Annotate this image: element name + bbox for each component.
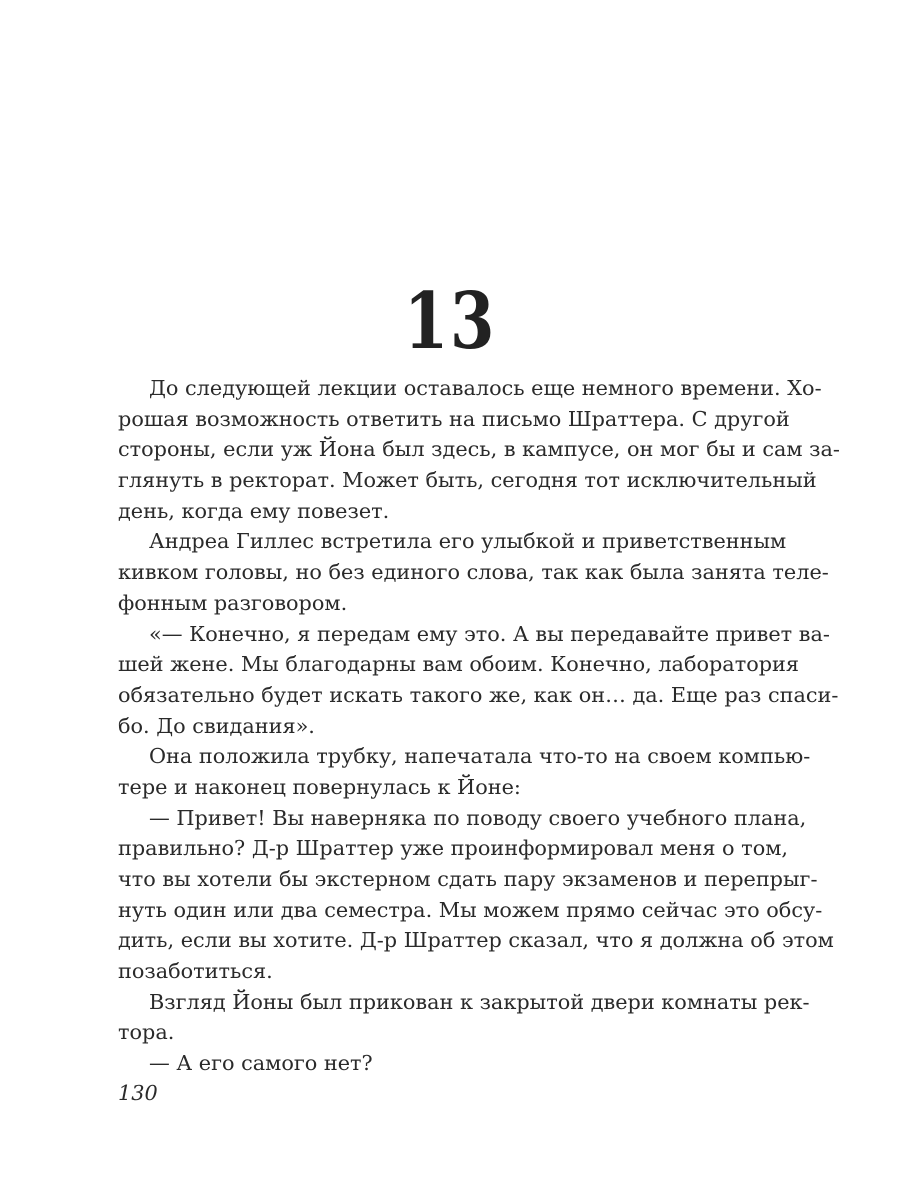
text-line: рошая возможность ответить на письмо Шраттера. С другой — [118, 406, 790, 431]
text-line: — Привет! Вы наверняка по поводу своего учебного плана, — [149, 805, 807, 830]
text-line: Андреа Гиллес встретила его улыбкой и приветственным — [149, 529, 787, 554]
text-line: — А его самого нет? — [149, 1051, 373, 1076]
chapter-number: 13 — [403, 276, 497, 367]
text-line: нуть один или два семестра. Мы можем прямо сейчас это обсу- — [118, 897, 823, 922]
text-line: бо. До свидания». — [118, 713, 315, 738]
text-line: тора. — [118, 1020, 175, 1045]
body-text — [118, 373, 840, 1079]
text-line: Взгляд Йоны был прикован к закрытой двери комнаты рек- — [149, 989, 810, 1014]
text-line: правильно? Д-р Шраттер уже проинформировал меня о том, — [118, 836, 788, 861]
text-line: шей жене. Мы благодарны вам обоим. Конечно, лаборатория — [118, 652, 800, 677]
text-line: день, когда ему повезет. — [118, 498, 390, 523]
text-line: обязательно будет искать такого же, как он… да. Еще раз спаси- — [118, 682, 839, 707]
text-line: фонным разговором. — [118, 590, 348, 615]
text-line: «— Конечно, я передам ему это. А вы передавайте привет ва- — [149, 621, 830, 646]
text-line: Она положила трубку, напечатала что-то на своем компью- — [149, 744, 811, 769]
text-line: глянуть в ректорат. Может быть, сегодня тот исключительный — [118, 468, 817, 493]
text-line: До следующей лекции оставалось еще немного времени. Хо- — [149, 376, 822, 400]
text-line: стороны, если уж Йона был здесь, в кампусе, он мог бы и сам за- — [118, 437, 840, 462]
text-line: кивком головы, но без единого слова, так как была занята теле- — [118, 560, 829, 585]
text-line: позаботиться. — [118, 959, 273, 984]
page-number: 130 — [118, 1081, 158, 1105]
text-line: тере и наконец повернулась к Йоне: — [118, 774, 521, 799]
text-line: что вы хотели бы экстерном сдать пару экзаменов и перепрыг- — [118, 867, 818, 891]
text-line: дить, если вы хотите. Д-р Шраттер сказал, что я должна об этом — [118, 928, 834, 953]
